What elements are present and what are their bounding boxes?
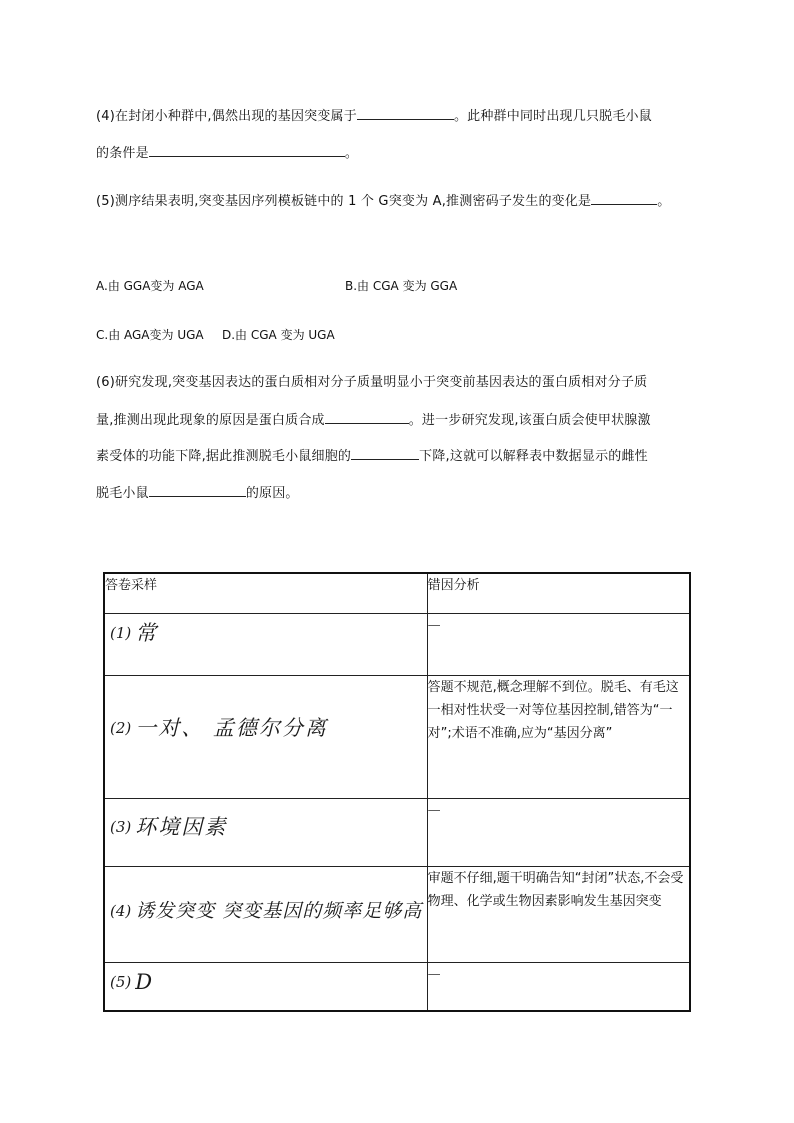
- q4-blank-2: [149, 142, 345, 157]
- q6-blank-2: [351, 445, 419, 460]
- q5-option-a: A.由 GGA变为 AGA: [96, 279, 204, 293]
- q4-text-3: 的条件是: [96, 146, 149, 161]
- header-error-analysis: 错因分析: [427, 573, 690, 613]
- answer-cell: [104, 866, 427, 962]
- q4-blank-1: [357, 105, 454, 120]
- answer-number: (5): [110, 972, 132, 991]
- answer-text: 一对、 孟德尔分离: [135, 715, 328, 740]
- answer-text: D: [135, 969, 155, 994]
- q6-text-2: 。进一步研究发现,该蛋白质会使甲状腺激: [408, 413, 651, 428]
- table-row: [104, 962, 690, 1011]
- answer-text: 常: [135, 620, 159, 645]
- analysis-cell: —: [427, 798, 690, 866]
- q6-blank-3: [149, 482, 246, 497]
- question-6-line-3: [96, 445, 648, 467]
- q4-text-2: 。此种群中同时出现几只脱毛小鼠: [453, 109, 652, 124]
- handwritten-answer: [105, 963, 427, 1008]
- question-6-line-1: (6)研究发现,突变基因表达的蛋白质相对分子质量明显小于突变前基因表达的蛋白质相对分子质: [96, 375, 648, 390]
- answer-cell: [104, 675, 427, 798]
- table-row: [104, 798, 690, 866]
- analysis-cell: —: [427, 962, 690, 1011]
- answer-number: (3): [110, 818, 132, 836]
- answer-analysis-table: [103, 572, 691, 1012]
- answer-number: (2): [110, 718, 132, 737]
- q5-option-b: B.由 CGA 变为 GGA: [345, 279, 458, 293]
- q5-blank: [591, 190, 657, 205]
- answer-number: (4): [110, 902, 132, 920]
- q6-text-5: 脱毛小鼠: [96, 486, 149, 501]
- question-5-line: [96, 190, 670, 212]
- handwritten-answer: [105, 867, 427, 957]
- table-header-row: [104, 573, 690, 613]
- question-4-line-1: [96, 105, 652, 127]
- header-answer-sample: 答卷采样: [104, 573, 427, 613]
- question-6-line-4: [96, 482, 299, 504]
- table-row: [104, 675, 690, 798]
- q6-blank-1: [325, 409, 409, 424]
- q6-text-1: 量,推测出现此现象的原因是蛋白质合成: [96, 413, 325, 428]
- q5-text-1: (5)测序结果表明,突变基因序列模板链中的 1 个 G突变为 A,推测密码子发生的变化是: [96, 194, 592, 209]
- answer-text: 诱发突变 突变基因的频率足够高: [135, 900, 423, 922]
- answer-cell: [104, 613, 427, 675]
- q5-option-c: C.由 AGA变为 UGA: [96, 328, 204, 342]
- table-row: [104, 613, 690, 675]
- q4-text-4: 。: [344, 146, 359, 161]
- analysis-cell: 审题不仔细,题干明确告知“封闭”状态,不会受物理、化学或生物因素影响发生基因突变: [427, 866, 690, 962]
- q5-option-d: D.由 CGA 变为 UGA: [222, 328, 335, 342]
- q6-text-4: 下降,这就可以解释表中数据显示的雌性: [419, 449, 648, 464]
- q6-text-6: 的原因。: [245, 486, 299, 501]
- question-6-line-2: [96, 409, 651, 431]
- table-row: [104, 866, 690, 962]
- q5-text-2: 。: [657, 194, 671, 209]
- handwritten-answer: [105, 614, 427, 675]
- analysis-cell: 答题不规范,概念理解不到位。脱毛、有毛这一相对性状受一对等位基因控制,错答为“一对”;术语不准确,应为“基因分离”: [427, 675, 690, 798]
- answer-number: (1): [110, 623, 132, 642]
- answer-cell: [104, 798, 427, 866]
- handwritten-answer: [105, 676, 427, 781]
- answer-text: 环境因素: [135, 815, 228, 839]
- q4-text-1: (4)在封闭小种群中,偶然出现的基因突变属于: [96, 109, 357, 124]
- answer-cell: [104, 962, 427, 1011]
- q6-text-3: 素受体的功能下降,据此推测脱毛小鼠细胞的: [96, 449, 352, 464]
- analysis-cell: —: [427, 613, 690, 675]
- handwritten-answer: [105, 799, 427, 857]
- question-4-line-2: [96, 142, 358, 164]
